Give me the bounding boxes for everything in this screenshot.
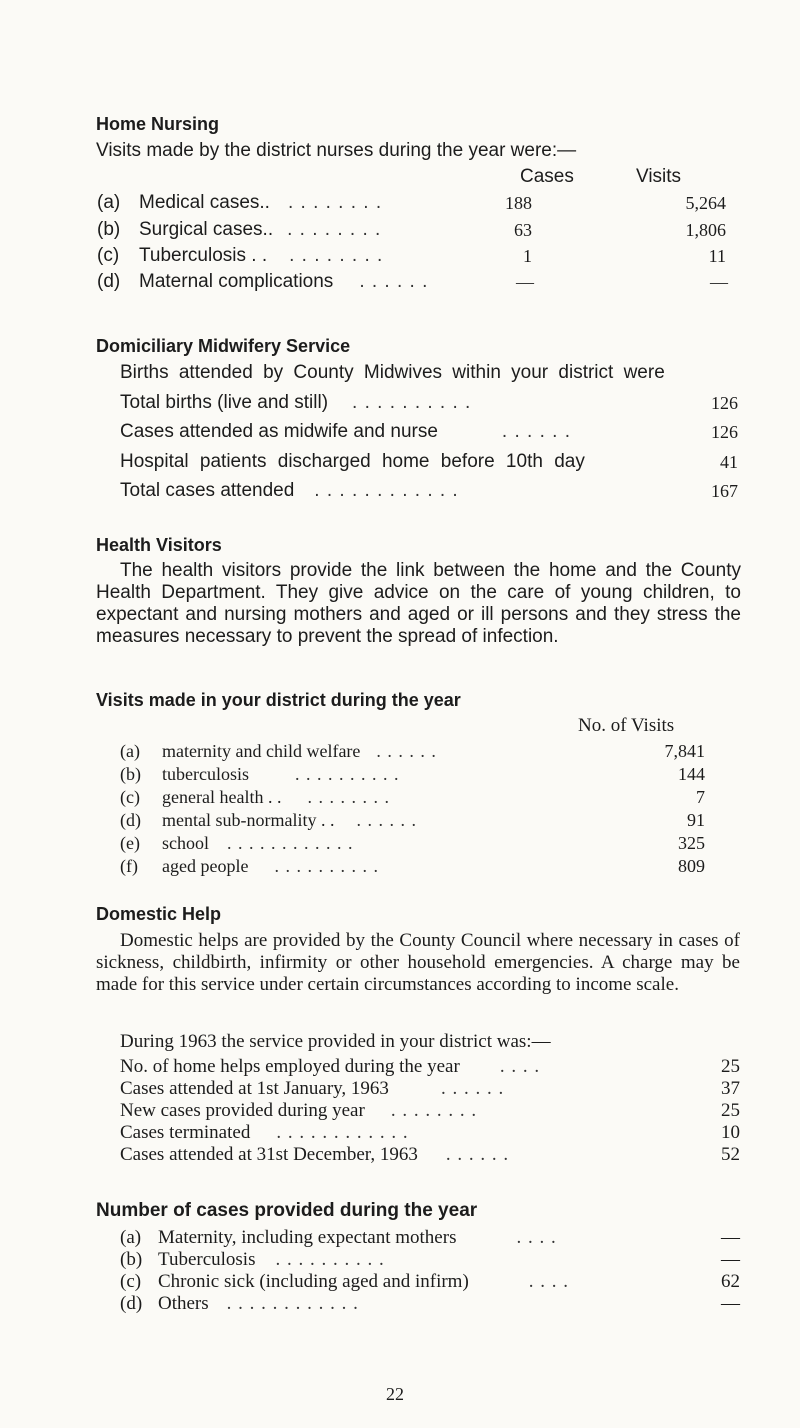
midwifery-value: 126 xyxy=(711,393,738,413)
domestic-help-heading: Domestic Help xyxy=(96,904,222,924)
row-text: Total cases attended xyxy=(120,480,295,501)
row-text: Surgical cases.. xyxy=(139,219,274,240)
table-row xyxy=(120,764,400,785)
table-row xyxy=(120,392,471,414)
table-row xyxy=(97,192,382,214)
row-label: (d) xyxy=(120,1293,143,1314)
leader-dots: . . . . . . xyxy=(376,741,437,761)
row-label: (b) xyxy=(120,1249,143,1270)
leader-dots: . . . . . . . . . . . . xyxy=(314,480,459,501)
number-of-cases-heading: Number of cases provided during the year xyxy=(96,1200,478,1221)
row-text: Tuberculosis . . xyxy=(139,245,268,266)
visits-value: 144 xyxy=(678,764,705,784)
midwifery-value: 126 xyxy=(711,422,738,442)
leader-dots: . . . . . . . . . . xyxy=(274,856,379,876)
row-text: Cases terminated xyxy=(120,1122,251,1143)
row-text: Cases attended at 31st December, 1963 xyxy=(120,1144,418,1165)
row-label: (e) xyxy=(120,833,140,853)
row-text: Others xyxy=(158,1293,209,1314)
domestic-help-value: 25 xyxy=(721,1100,740,1121)
table-row xyxy=(120,810,417,831)
home-nursing-col-visits: Visits xyxy=(636,166,682,187)
home-nursing-heading: Home Nursing xyxy=(96,114,220,134)
table-row xyxy=(120,833,354,854)
cases-value: 63 xyxy=(514,220,532,240)
home-nursing-col-cases: Cases xyxy=(520,166,574,187)
midwifery-intro xyxy=(120,362,742,384)
row-text: Maternity, including expectant mothers xyxy=(158,1227,457,1248)
leader-dots: . . . . . . . . xyxy=(287,192,383,213)
row-text: aged people xyxy=(162,856,249,876)
row-label: (a) xyxy=(120,1227,142,1248)
row-label: (b) xyxy=(97,219,121,240)
midwifery-intro-text: Births attended by County Midwives within your district were xyxy=(120,362,665,383)
leader-dots: . . . . . . . . xyxy=(287,219,382,240)
domestic-help-paragraph: Domestic helps are provided by the County Council where necessary in cases of sickness, childbirth, infirmity or other household emergencies. A charge may be made for this service under certain circumstances according to income scale. xyxy=(96,930,740,995)
leader-dots: . . . . . . . . . . xyxy=(352,392,472,413)
visits-value: 11 xyxy=(708,246,726,266)
leader-dots: . . . . . . xyxy=(356,810,417,830)
leader-dots: . . . . . . . . . . . . xyxy=(227,833,354,853)
cases-value: 62 xyxy=(721,1271,740,1292)
row-label: (a) xyxy=(97,192,121,213)
row-label: (f) xyxy=(120,856,138,876)
leader-dots: . . . . xyxy=(528,1271,570,1292)
leader-dots: . . . . xyxy=(516,1227,557,1248)
leader-dots: . . . . . . xyxy=(445,1144,510,1165)
midwifery-value: 41 xyxy=(720,452,738,472)
row-text: Hospital patients discharged home before 10th day xyxy=(120,451,585,472)
table-row xyxy=(120,1122,409,1144)
row-text: Medical cases.. xyxy=(139,192,270,213)
table-row xyxy=(120,1227,557,1249)
table-row xyxy=(120,1056,540,1078)
leader-dots: . . . . . . . . xyxy=(390,1100,478,1121)
table-row xyxy=(120,1078,504,1100)
leader-dots: . . . . . . . . xyxy=(307,787,390,807)
visits-value: 5,264 xyxy=(685,193,726,213)
table-row xyxy=(120,1249,385,1271)
midwifery-heading: Domiciliary Midwifery Service xyxy=(96,336,351,356)
table-row xyxy=(120,1271,569,1293)
cases-value: — xyxy=(721,1293,740,1314)
domestic-help-value: 37 xyxy=(721,1078,740,1099)
cases-value: — xyxy=(516,272,534,292)
midwifery-value: 167 xyxy=(711,481,738,501)
row-text: New cases provided during year xyxy=(120,1100,365,1121)
row-text: maternity and child welfare xyxy=(162,741,361,761)
row-text: Maternal complications xyxy=(139,271,334,292)
table-row xyxy=(120,787,390,808)
visits-value: 1,806 xyxy=(685,220,726,240)
leader-dots: . . . . . . xyxy=(501,421,571,442)
table-row xyxy=(120,1293,359,1315)
table-row xyxy=(97,271,428,293)
table-row xyxy=(120,451,585,473)
visits-value: 91 xyxy=(687,810,705,830)
row-label: (c) xyxy=(120,787,140,807)
table-row xyxy=(120,480,459,502)
row-text: Cases attended at 1st January, 1963 xyxy=(120,1078,389,1099)
leader-dots: . . . . . . . . . . xyxy=(295,764,400,784)
row-text: No. of home helps employed during the year xyxy=(120,1056,460,1077)
cases-value: — xyxy=(721,1249,740,1270)
row-text: school xyxy=(162,833,209,853)
domestic-help-intro: During 1963 the service provided in your district was:— xyxy=(120,1031,551,1052)
row-text: mental sub-normality . . xyxy=(162,810,335,830)
table-row xyxy=(120,1100,477,1122)
leader-dots: . . . . . . xyxy=(440,1078,505,1099)
row-text: Tuberculosis xyxy=(158,1249,256,1270)
row-text: Cases attended as midwife and nurse xyxy=(120,421,438,442)
visits-made-heading: Visits made in your district during the year xyxy=(96,690,461,710)
table-row xyxy=(120,421,571,443)
row-label: (d) xyxy=(97,271,121,292)
row-label: (c) xyxy=(97,245,120,266)
domestic-help-value: 10 xyxy=(721,1122,740,1143)
cases-value: — xyxy=(721,1227,740,1248)
page-number: 22 xyxy=(386,1384,404,1404)
table-row xyxy=(97,245,383,267)
row-label: (c) xyxy=(120,1271,142,1292)
row-label: (b) xyxy=(120,764,141,784)
table-row xyxy=(120,741,437,762)
visits-value: 809 xyxy=(678,856,705,876)
row-text: tuberculosis xyxy=(162,764,249,784)
leader-dots: . . . . . . . . . . xyxy=(275,1249,385,1270)
row-label: (a) xyxy=(120,741,140,761)
health-visitors-heading: Health Visitors xyxy=(96,535,222,555)
cases-value: 188 xyxy=(505,193,532,213)
visits-value: 7,841 xyxy=(664,741,705,761)
cases-value: 1 xyxy=(523,246,532,266)
domestic-help-value: 52 xyxy=(721,1144,740,1165)
domestic-help-value: 25 xyxy=(721,1056,740,1077)
table-row xyxy=(120,856,379,877)
row-text: general health . . xyxy=(162,787,282,807)
row-text: Chronic sick (including aged and infirm) xyxy=(158,1271,469,1292)
visits-col-header: No. of Visits xyxy=(578,715,675,736)
leader-dots: . . . . xyxy=(499,1056,541,1077)
leader-dots: . . . . . . . . . . . . xyxy=(226,1293,359,1314)
leader-dots: . . . . . . xyxy=(359,271,429,292)
health-visitors-paragraph: The health visitors provide the link between the home and the County Health Department. They give advice on the care of young children, to expectant and nursing mothers and aged or ill persons and they stress the measures necessary to prevent the spread of infection. xyxy=(96,560,741,647)
table-row xyxy=(97,219,381,241)
visits-value: — xyxy=(710,272,728,292)
leader-dots: . . . . . . . . . . . . xyxy=(276,1122,409,1143)
table-row xyxy=(120,1144,509,1166)
visits-value: 325 xyxy=(678,833,705,853)
row-label: (d) xyxy=(120,810,141,830)
home-nursing-intro: Visits made by the district nurses during the year were:— xyxy=(96,140,577,161)
leader-dots: . . . . . . . . xyxy=(289,245,384,266)
visits-value: 7 xyxy=(696,787,705,807)
row-text: Total births (live and still) xyxy=(120,392,329,413)
